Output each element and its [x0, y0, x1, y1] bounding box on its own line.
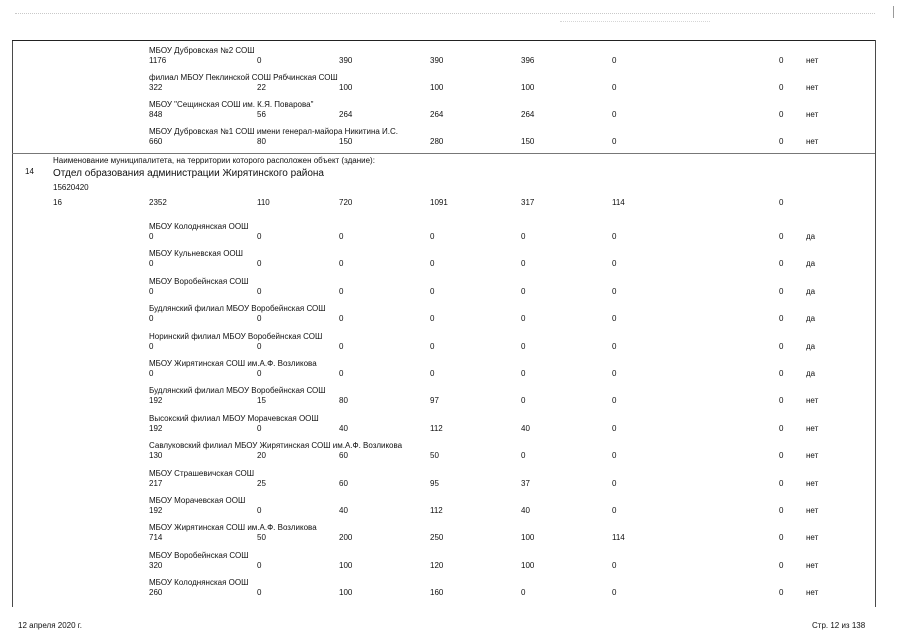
- value-cell: 40: [521, 506, 530, 515]
- value-cell: 0: [612, 110, 617, 119]
- value-cell: 0: [257, 341, 262, 351]
- value-cell: 0: [521, 314, 526, 324]
- value-cell: 264: [339, 110, 353, 119]
- value-cell: 0: [339, 232, 344, 241]
- school-name: МБОУ Морачевская ООШ: [149, 496, 246, 505]
- value-cell: 0: [612, 451, 617, 461]
- value-cell: 0: [339, 314, 344, 324]
- value-cell: 0: [257, 369, 262, 378]
- value-cell: 0: [521, 396, 526, 406]
- value-cell: 0: [779, 137, 784, 146]
- value-cell: 37: [521, 478, 530, 488]
- flag-cell: нет: [806, 396, 819, 406]
- value-cell: 112: [430, 506, 443, 515]
- section-code: 15620420: [53, 183, 89, 192]
- flag-cell: нет: [806, 478, 819, 488]
- value-cell: 97: [430, 396, 439, 406]
- flag-cell: да: [806, 259, 816, 269]
- value-cell: 0: [149, 232, 154, 241]
- value-cell: 0: [779, 423, 784, 433]
- flag-cell: нет: [806, 588, 819, 598]
- value-cell: 0: [339, 369, 344, 378]
- value-cell: 264: [430, 110, 444, 119]
- value-cell: 0: [779, 451, 784, 461]
- value-cell: 160: [430, 588, 444, 598]
- totals-cell: 317: [521, 198, 535, 207]
- flag-cell: нет: [806, 56, 819, 65]
- value-cell: 0: [612, 369, 617, 378]
- footer-page-number: Стр. 12 из 138: [812, 621, 866, 630]
- value-cell: 322: [149, 83, 163, 92]
- section-caption: Наименование муниципалитета, на территории которого расположен объект (здание):: [53, 156, 375, 165]
- value-cell: 60: [339, 478, 348, 488]
- flag-cell: нет: [806, 423, 819, 433]
- value-cell: 192: [149, 423, 163, 433]
- school-name: МБОУ Воробейнская СОШ: [149, 276, 249, 286]
- flag-cell: да: [806, 286, 816, 296]
- value-cell: 150: [339, 137, 353, 146]
- value-cell: 0: [521, 341, 526, 351]
- flag-cell: нет: [806, 137, 819, 146]
- value-cell: 0: [612, 83, 617, 92]
- value-cell: 0: [779, 588, 784, 598]
- value-cell: 120: [430, 560, 444, 570]
- value-cell: 264: [521, 110, 535, 119]
- value-cell: 0: [612, 396, 617, 406]
- value-cell: 20: [257, 451, 266, 461]
- totals-cell: 1091: [430, 198, 448, 207]
- value-cell: 100: [521, 533, 535, 543]
- value-cell: 0: [430, 314, 435, 324]
- value-cell: 0: [521, 232, 526, 241]
- school-name: МБОУ Воробейнская СОШ: [149, 550, 249, 560]
- value-cell: 0: [779, 369, 784, 378]
- school-name: МБОУ Жирятинская СОШ им.А.Ф. Возликова: [149, 359, 317, 368]
- value-cell: 0: [612, 259, 617, 269]
- value-cell: 0: [430, 286, 435, 296]
- value-cell: 192: [149, 506, 163, 515]
- flag-cell: да: [806, 369, 816, 378]
- value-cell: 0: [521, 369, 526, 378]
- value-cell: 112: [430, 423, 443, 433]
- value-cell: 0: [612, 341, 617, 351]
- value-cell: 56: [257, 110, 266, 119]
- value-cell: 0: [149, 341, 154, 351]
- scan-noise: [560, 21, 710, 23]
- value-cell: 0: [257, 314, 262, 324]
- value-cell: 390: [430, 56, 444, 65]
- flag-cell: нет: [806, 506, 819, 515]
- value-cell: 100: [339, 588, 353, 598]
- value-cell: 0: [779, 83, 784, 92]
- school-name: МБОУ "Сещинская СОШ им. К.Я. Поварова": [149, 100, 314, 109]
- value-cell: 0: [521, 259, 526, 269]
- value-cell: 0: [521, 451, 526, 461]
- school-name: Норинский филиал МБОУ Воробейнская СОШ: [149, 331, 323, 341]
- value-cell: 714: [149, 533, 163, 543]
- value-cell: 0: [612, 506, 617, 515]
- totals-cell: 110: [257, 198, 270, 207]
- school-name: МБОУ Дубровская №2 СОШ: [149, 46, 255, 55]
- flag-cell: да: [806, 232, 816, 241]
- value-cell: 0: [779, 341, 784, 351]
- value-cell: 100: [339, 83, 353, 92]
- value-cell: 660: [149, 137, 163, 146]
- table-frame: [12, 40, 876, 607]
- value-cell: 0: [779, 560, 784, 570]
- flag-cell: да: [806, 314, 816, 324]
- value-cell: 0: [779, 396, 784, 406]
- value-cell: 100: [430, 83, 444, 92]
- value-cell: 50: [430, 451, 439, 461]
- value-cell: 60: [339, 451, 348, 461]
- value-cell: 0: [430, 369, 435, 378]
- value-cell: 0: [149, 369, 154, 378]
- school-name: Будлянский филиал МБОУ Воробейнская СОШ: [149, 304, 326, 314]
- value-cell: 100: [339, 560, 353, 570]
- value-cell: 40: [339, 423, 348, 433]
- value-cell: 80: [257, 137, 266, 146]
- value-cell: 0: [257, 506, 262, 515]
- value-cell: 0: [149, 314, 154, 324]
- value-cell: 0: [612, 314, 617, 324]
- value-cell: 0: [257, 232, 262, 241]
- value-cell: 25: [257, 478, 266, 488]
- school-name: Будлянский филиал МБОУ Воробейнская СОШ: [149, 386, 326, 396]
- value-cell: 0: [779, 110, 784, 119]
- value-cell: 0: [257, 286, 262, 296]
- value-cell: 0: [779, 232, 784, 241]
- value-cell: 0: [612, 423, 617, 433]
- value-cell: 0: [257, 560, 262, 570]
- value-cell: 0: [339, 341, 344, 351]
- school-name: Савлуковский филиал МБОУ Жирятинская СОШ им.А.Ф. Возликова: [149, 441, 403, 451]
- school-name: филиал МБОУ Пеклинской СОШ Рябчинская СОШ: [149, 73, 338, 82]
- value-cell: 320: [149, 560, 163, 570]
- value-cell: 0: [430, 341, 435, 351]
- value-cell: 40: [521, 423, 530, 433]
- value-cell: 390: [339, 56, 353, 65]
- totals-cell: 114: [612, 198, 625, 207]
- value-cell: 200: [339, 533, 353, 543]
- value-cell: 0: [779, 506, 784, 515]
- value-cell: 0: [779, 533, 784, 543]
- totals-cell: 16: [53, 198, 62, 207]
- section-separator: [12, 153, 875, 154]
- value-cell: 0: [430, 232, 435, 241]
- value-cell: 0: [257, 588, 262, 598]
- scan-noise: [15, 13, 875, 16]
- value-cell: 0: [339, 286, 344, 296]
- value-cell: 848: [149, 110, 163, 119]
- value-cell: 50: [257, 533, 266, 543]
- value-cell: 0: [257, 259, 262, 269]
- section-title: Отдел образования администрации Жирятинского района: [53, 168, 324, 179]
- flag-cell: нет: [806, 533, 819, 543]
- value-cell: 0: [339, 259, 344, 269]
- section-number: 14: [25, 167, 34, 176]
- value-cell: 40: [339, 506, 348, 515]
- value-cell: 0: [521, 588, 526, 598]
- totals-cell: 2352: [149, 198, 167, 207]
- value-cell: 0: [612, 478, 617, 488]
- value-cell: 0: [612, 286, 617, 296]
- flag-cell: да: [806, 341, 816, 351]
- value-cell: 0: [521, 286, 526, 296]
- value-cell: 0: [779, 56, 784, 65]
- value-cell: 0: [612, 560, 617, 570]
- flag-cell: нет: [806, 110, 819, 119]
- value-cell: 0: [779, 478, 784, 488]
- value-cell: 95: [430, 478, 439, 488]
- totals-cell: 0: [779, 198, 784, 207]
- school-name: Высокский филиал МБОУ Морачевская ООШ: [149, 413, 319, 423]
- scan-mark: [893, 6, 894, 18]
- value-cell: 130: [149, 451, 163, 461]
- value-cell: 0: [779, 259, 784, 269]
- value-cell: 0: [149, 286, 154, 296]
- value-cell: 260: [149, 588, 163, 598]
- value-cell: 396: [521, 56, 535, 65]
- value-cell: 22: [257, 83, 266, 92]
- value-cell: 0: [257, 56, 262, 65]
- value-cell: 114: [612, 533, 625, 543]
- value-cell: 15: [257, 396, 266, 406]
- value-cell: 80: [339, 396, 348, 406]
- footer-date: 12 апреля 2020 г.: [18, 621, 82, 630]
- value-cell: 100: [521, 560, 535, 570]
- school-name: МБОУ Дубровская №1 СОШ имени генерал-майора Никитина И.С.: [149, 127, 399, 136]
- value-cell: 0: [779, 286, 784, 296]
- school-name: МБОУ Кульневская ООШ: [149, 249, 243, 259]
- school-name: МБОУ Колоднянская ООШ: [149, 578, 249, 588]
- value-cell: 1176: [149, 56, 167, 65]
- value-cell: 0: [612, 588, 617, 598]
- value-cell: 0: [612, 137, 617, 146]
- value-cell: 280: [430, 137, 444, 146]
- school-name: МБОУ Страшевичская СОШ: [149, 468, 255, 478]
- value-cell: 0: [779, 314, 784, 324]
- flag-cell: нет: [806, 560, 819, 570]
- table-top-border: [12, 40, 875, 41]
- value-cell: 150: [521, 137, 535, 146]
- value-cell: 250: [430, 533, 444, 543]
- value-cell: 0: [612, 56, 617, 65]
- value-cell: 0: [612, 232, 617, 241]
- flag-cell: нет: [806, 83, 819, 92]
- value-cell: 192: [149, 396, 163, 406]
- value-cell: 0: [257, 423, 262, 433]
- value-cell: 100: [521, 83, 535, 92]
- school-name: МБОУ Колоднянская ООШ: [149, 222, 249, 231]
- totals-cell: 720: [339, 198, 353, 207]
- flag-cell: нет: [806, 451, 819, 461]
- value-cell: 0: [149, 259, 154, 269]
- school-name: МБОУ Жирятинская СОШ им.А.Ф. Возликова: [149, 523, 317, 533]
- value-cell: 217: [149, 478, 163, 488]
- value-cell: 0: [430, 259, 435, 269]
